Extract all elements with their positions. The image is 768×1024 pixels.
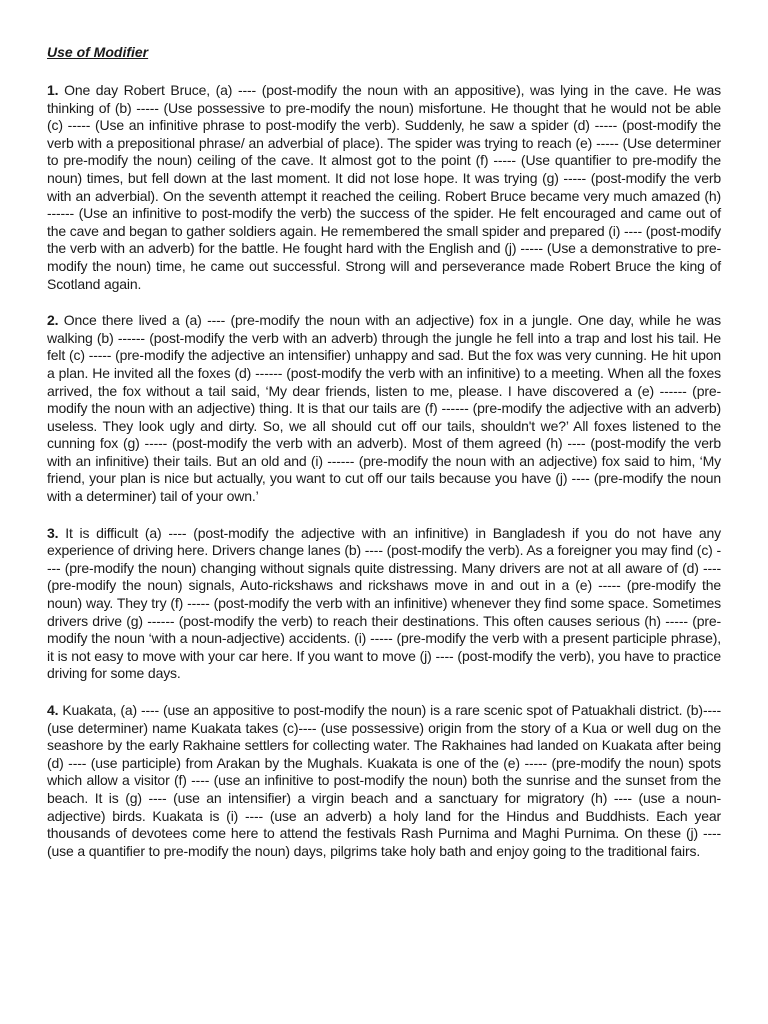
- document-page: [47, 42, 721, 879]
- paragraph-text: Once there lived a (a) ---- (pre-modify the noun with an adjective) fox in a jungle. One day, while he was walking (b) ------ (post-modify the verb with an adverb) through the jungle he fell into a trap and lost his tail. He felt (c) ----- (pre-modify the adjective an intensifier) unhappy and sad. But the fox was very cunning. He hit upon a plan. He invited all the foxes (d) ------ (post-modify the verb with an infinitive) to a meeting. When all the foxes arrived, the fox without a tail said, ‘My dear friends, listen to me, please. I have discovered a (e) ------ (pre-modify the noun with an adjective) thing. It is that our tails are (f) ------ (pre-modify the adjective with an adverb) useless. They look ugly and dirty. So, we all should cut off our tails, shouldn't we?’ All foxes listened to the cunning fox (g) ----- (post-modify the verb with an adverb). Most of them agreed (h) ---- (post-modify the verb with an infinitive) their tails. But an old and (i) ------ (pre-modify the noun with an adjective) fox said to him, ‘My friend, your plan is nice but actually, you want to cut off our tails because you have (j) ---- (pre-modify the noun with a determiner) tail of your own.’: [47, 312, 721, 505]
- exercise-paragraph-4: [47, 702, 721, 860]
- paragraph-number: 1.: [47, 82, 59, 98]
- exercise-paragraph-3: [47, 525, 721, 683]
- document-title: Use of Modifier: [47, 44, 149, 60]
- exercise-paragraph-1: [47, 82, 721, 293]
- exercise-paragraph-2: [47, 312, 721, 506]
- paragraph-number: 2.: [47, 312, 59, 329]
- paragraph-text: Kuakata, (a) ---- (use an appositive to post-modify the noun) is a rare scenic spot of Patuakhali district. (b)---- (use determiner) name Kuakata takes (c)---- (use possessive) origin from the story of a Kua or well dug on the seashore by the early Rakhaine settlers for collecting water. The Rakhaines had landed on Kuakata after being (d) ---- (use participle) from Arakan by the Mughals. Kuakata is one of the (e) ----- (pre-modify the noun) spots which allow a visitor (f) ---- (use an infinitive to post-modify the noun) both the sunrise and the sunset from the beach. It is (g) ---- (use an intensifier) a virgin beach and a sanctuary for migratory (h) ---- (use a noun- adjective) birds. Kuakata is (i) ---- (use an adverb) a holy land for the Hindus and Buddhists. Each year thousands of devotees come here to attend the festivals Rash Purnima and Maghi Purnima. On these (j) ---- (use a quantifier to pre-modify the noun) days, pilgrims take holy bath and enjoy going to the traditional fairs.: [47, 702, 721, 859]
- paragraph-text: One day Robert Bruce, (a) ---- (post-modify the noun with an appositive), was lying in the cave. He was thinking of (b) ----- (Use possessive to pre-modify the noun) misfortune. He thought that he would not be able (c) ----- (Use an infinitive phrase to post-modify the verb). Suddenly, he saw a spider (d) ----- (post-modify the verb with a prepositional phrase/ an adverbial of place). The spider was trying to reach (e) ----- (Use determiner to pre-modify the noun) ceiling of the cave. It almost got to the point (f) ----- (Use quantifier to pre-modify the noun) times, but fell down at the last moment. It did not lose hope. It was trying (g) ----- (post-modify the verb with an adverbial). On the seventh attempt it reached the ceiling. Robert Bruce became very much amazed (h) ------ (Use an infinitive to post-modify the verb) the success of the spider. He felt encouraged and came out of the cave and began to gather soldiers again. He remembered the small spider and prepared (i) ---- (post-modify the verb with an adverb) for the battle. He fought hard with the English and (j) ----- (Use a demonstrative to pre-modify the noun) time, he came out successful. Strong will and perseverance made Robert Bruce the king of Scotland again.: [47, 82, 721, 292]
- paragraph-text: It is difficult (a) ---- (post-modify the adjective with an infinitive) in Bangladesh if you do not have any experience of driving here. Drivers change lanes (b) ---- (post-modify the verb). As a foreigner you may find (c) ---- (pre-modify the noun) changing without signals quite distressing. Many drivers are not at all aware of (d) ---- (pre-modify the noun) signals, Auto-rickshaws and rickshaws move in and out in a (e) ----- (pre-modify the noun) way. They try (f) ----- (post-modify the verb with an infinitive) whenever they find some space. Sometimes drivers drive (g) ------ (post-modify the verb) to reach their destinations. This often causes serious (h) ----- (pre-modify the noun ‘with a noun-adjective) accidents. (i) ----- (pre-modify the verb with a present participle phrase), it is not easy to move with your car here. If you want to move (j) ---- (post-modify the verb), you have to practice driving for some days.: [47, 524, 721, 682]
- paragraph-number: 3.: [47, 524, 59, 541]
- paragraph-number: 4.: [47, 702, 59, 718]
